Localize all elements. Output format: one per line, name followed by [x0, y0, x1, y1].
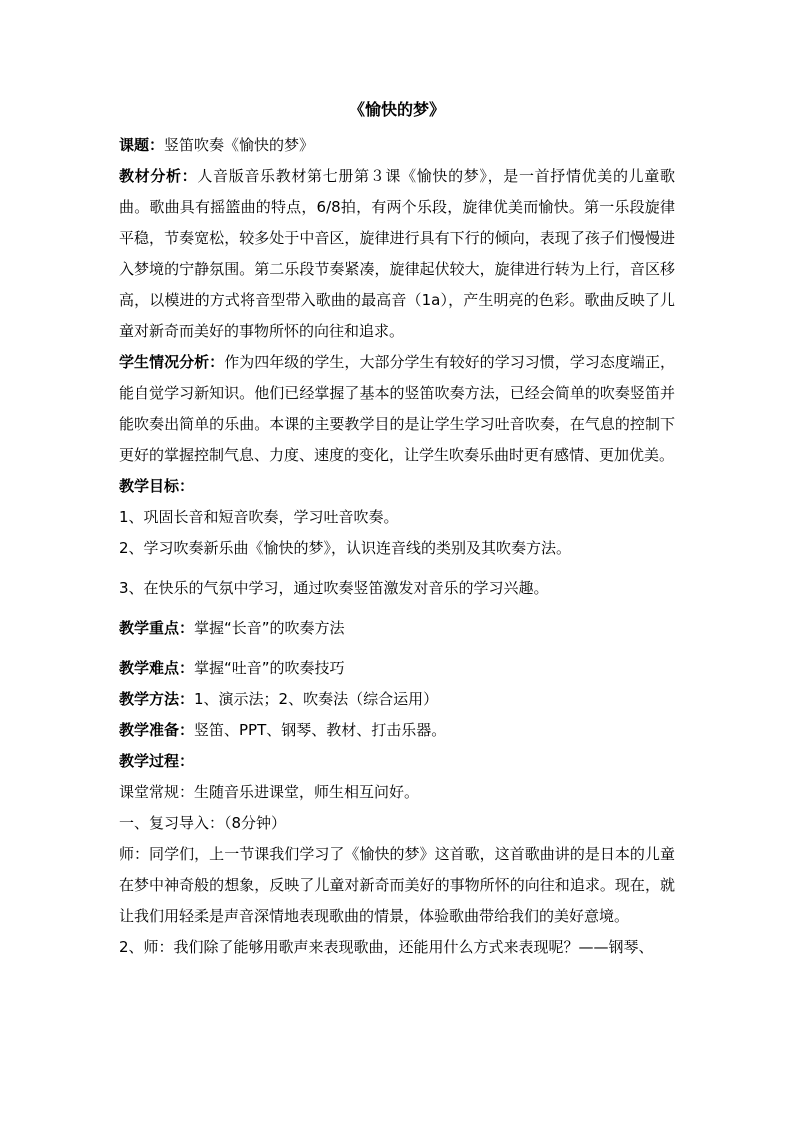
goals-label: 教学目标：	[119, 477, 195, 495]
subject-paragraph	[119, 130, 675, 161]
process-heading	[119, 746, 675, 777]
routine-paragraph: 课堂常规：生随音乐进课堂，师生相互问好。	[119, 783, 420, 801]
teacher-paragraph: 2、师：我们除了能够用歌声来表现歌曲，还能用什么方式来表现呢？——钢琴、	[119, 938, 654, 956]
document-title: 《愉快的梦》	[348, 100, 445, 119]
students-text: 作为四年级的学生，大部分学生有较好的学习习惯，学习态度端正，能自觉学习新知识。他们已经掌握了基本的竖笛吹奏方法，已经会简单的吹奏竖笛并能吹奏出简单的乐曲。本课的主要教学目的是让学生学习吐音吹奏，在气息的控制下更好的掌握控制气息、力度、速度的变化，让学生吹奏乐曲时更有感情、更加优美。	[119, 353, 675, 464]
students-paragraph	[119, 347, 675, 471]
teacher-paragraph: 师：同学们，上一节课我们学习了《愉快的梦》这首歌，这首歌曲讲的是日本的儿童在梦中神奇般的想象，反映了儿童对新奇而美好的事物所怀的向往和追求。现在，就让我们用轻柔是声音深情地表现歌曲的情景，体验歌曲带给我们的美好意境。	[119, 845, 675, 925]
review-paragraph: 一、复习导入：（8分钟）	[119, 814, 287, 832]
prep-label: 教学准备：	[119, 721, 195, 739]
methods-label: 教学方法：	[119, 690, 195, 708]
methods-text: 1、演示法；2、吹奏法（综合运用）	[194, 690, 439, 708]
subject-label: 课题：	[119, 136, 165, 154]
prep-text: 竖笛、PPT、钢琴、教材、打击乐器。	[194, 721, 447, 739]
subject-text: 竖笛吹奏《愉快的梦》	[164, 136, 315, 154]
difficulty-paragraph	[119, 653, 675, 684]
key-point-label: 教学重点：	[119, 619, 195, 637]
goal-item: 2、学习吹奏新乐曲《愉快的梦》，认识连音线的类别及其吹奏方法。	[119, 539, 572, 557]
students-label: 学生情况分析：	[119, 353, 225, 371]
document-body	[119, 130, 675, 963]
key-point-paragraph	[119, 613, 675, 644]
key-point-text: 掌握“长音”的吹奏方法	[194, 619, 345, 637]
goal-item: 1、巩固长音和短音吹奏，学习吐音吹奏。	[119, 508, 399, 526]
difficulty-label: 教学难点：	[119, 659, 195, 677]
material-text: 人音版音乐教材第七册第３课《愉快的梦》，是一首抒情优美的儿童歌曲。歌曲具有摇篮曲的特点，6/8拍，有两个乐段，旋律优美而愉快。第一乐段旋律平稳，节奏宽松，较多处于中音区，旋律进行具有下行的倾向，表现了孩子们慢慢进入梦境的宁静氛围。第二乐段节奏紧凑，旋律起伏较大，旋律进行转为上行，音区移高，以模进的方式将音型带入歌曲的最高音（1a），产生明亮的色彩。歌曲反映了儿童对新奇而美好的事物所怀的向往和追求。	[119, 167, 675, 340]
goals-heading	[119, 471, 675, 502]
material-paragraph	[119, 161, 675, 347]
material-label: 教材分析：	[119, 167, 198, 185]
prep-paragraph	[119, 715, 675, 746]
process-label: 教学过程：	[119, 752, 195, 770]
methods-paragraph	[119, 684, 675, 715]
goal-item: 3、在快乐的气氛中学习，通过吹奏竖笛激发对音乐的学习兴趣。	[119, 579, 549, 597]
difficulty-text: 掌握“吐音”的吹奏技巧	[194, 659, 345, 677]
